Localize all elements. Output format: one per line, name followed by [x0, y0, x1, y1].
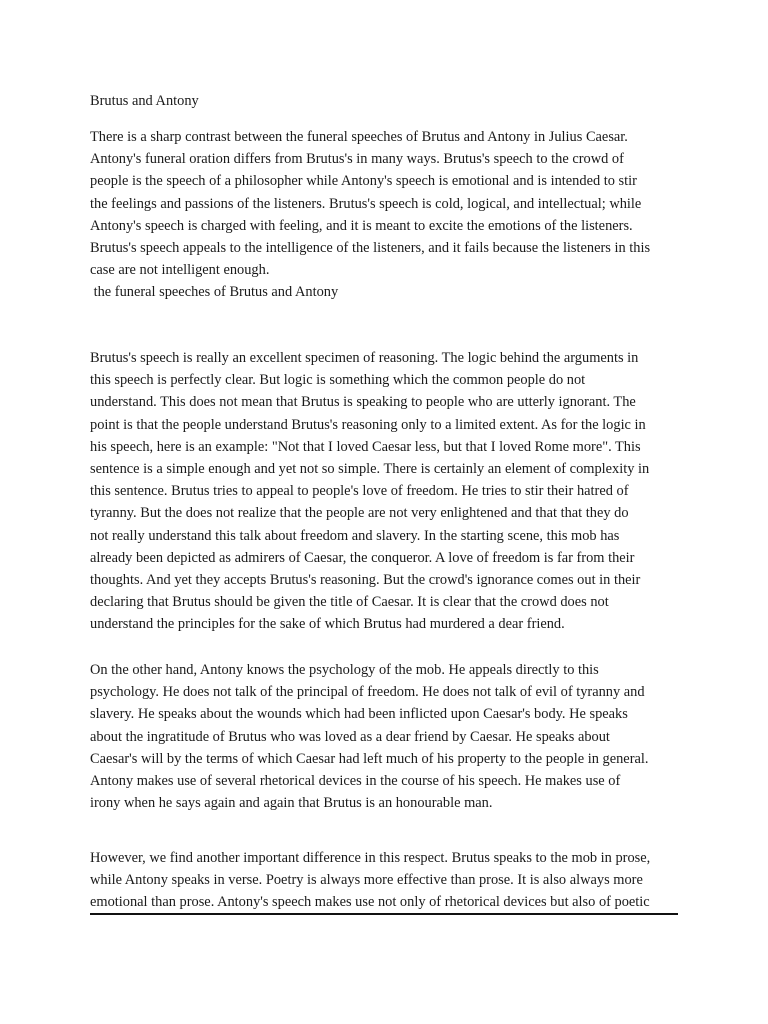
paragraph-line: sentence is a simple enough and yet not so simple. There is certainly an element of complexity in [90, 460, 650, 477]
document-title [90, 90, 690, 112]
paragraph-line: tyranny. But the does not realize that the people are not very enlightened and that that they do [90, 505, 629, 522]
paragraph-line: his speech, here is an example: "Not that I loved Caesar less, but that I loved Rome more". This [90, 438, 641, 455]
paragraph-line: this speech is perfectly clear. But logic is something which the common people do not [90, 372, 586, 389]
subheading-text: the funeral speeches of Brutus and Antony [90, 284, 339, 300]
paragraph-line: Antony's funeral oration differs from Brutus's in many ways. Brutus's speech to the crowd of [90, 151, 624, 168]
paragraph-line: Antony makes use of several rhetorical devices in the course of his speech. He makes use of [90, 772, 621, 789]
paragraph-line: already been depicted as admirers of Caesar, the conqueror. A love of freedom is far from their [90, 549, 635, 566]
paragraph-line: Brutus's speech is really an excellent specimen of reasoning. The logic behind the arguments in [90, 350, 639, 366]
subheading [90, 281, 690, 303]
paragraph-line: There is a sharp contrast between the funeral speeches of Brutus and Antony in Julius Caesar. [90, 129, 628, 145]
paragraph-line: psychology. He does not talk of the principal of freedom. He does not talk of evil of tyranny and [90, 684, 645, 701]
paragraph-prose-verse [90, 847, 690, 914]
paragraph-line: not really understand this talk about freedom and slavery. In the starting scene, this mob has [90, 527, 620, 544]
paragraph-line: Antony's speech is charged with feeling, and it is meant to excite the emotions of the listeners. [90, 217, 633, 234]
paragraph-line: slavery. He speaks about the wounds which had been inflicted upon Caesar's body. He speaks [90, 706, 628, 723]
title-text: Brutus and Antony [90, 93, 199, 109]
paragraph-line: On the other hand, Antony knows the psychology of the mob. He appeals directly to this [90, 662, 599, 678]
paragraph-line: about the ingratitude of Brutus who was loved as a dear friend by Caesar. He speaks about [90, 728, 610, 745]
paragraph-brutus [90, 347, 690, 635]
paragraph-line: point is that the people understand Brutus's reasoning only to a limited extent. As for the logic in [90, 416, 646, 433]
paragraph-line: case are not intelligent enough. [90, 262, 270, 279]
paragraph-line: this sentence. Brutus tries to appeal to people's love of freedom. He tries to stir their hatred of [90, 483, 629, 500]
paragraph-line: understand. This does not mean that Brutus is speaking to people who are utterly ignorant. The [90, 394, 636, 411]
paragraph-line: while Antony speaks in verse. Poetry is always more effective than prose. It is also always more [90, 872, 643, 889]
paragraph-line: However, we find another important difference in this respect. Brutus speaks to the mob in prose, [90, 850, 651, 866]
paragraph-line: declaring that Brutus should be given the title of Caesar. It is clear that the crowd does not [90, 594, 609, 611]
paragraph-antony [90, 659, 690, 814]
paragraph-line: emotional than prose. Antony's speech makes use not only of rhetorical devices but also of poetic [90, 894, 650, 911]
paragraph-line: people is the speech of a philosopher while Antony's speech is emotional and is intended to stir [90, 173, 637, 190]
paragraph-intro [90, 126, 690, 281]
paragraph-line: thoughts. And yet they accepts Brutus's reasoning. But the crowd's ignorance comes out in their [90, 571, 641, 588]
paragraph-line: Brutus's speech appeals to the intelligence of the listeners, and it fails because the listeners in this [90, 239, 651, 256]
paragraph-line: understand the principles for the sake of which Brutus had murdered a dear friend. [90, 616, 565, 633]
paragraph-line: Caesar's will by the terms of which Caesar had left much of his property to the people in general. [90, 750, 649, 767]
paragraph-line: irony when he says again and again that Brutus is an honourable man. [90, 795, 493, 812]
paragraph-line: the feelings and passions of the listeners. Brutus's speech is cold, logical, and intellectual; while [90, 195, 642, 212]
preview-cutoff-divider [90, 913, 678, 915]
